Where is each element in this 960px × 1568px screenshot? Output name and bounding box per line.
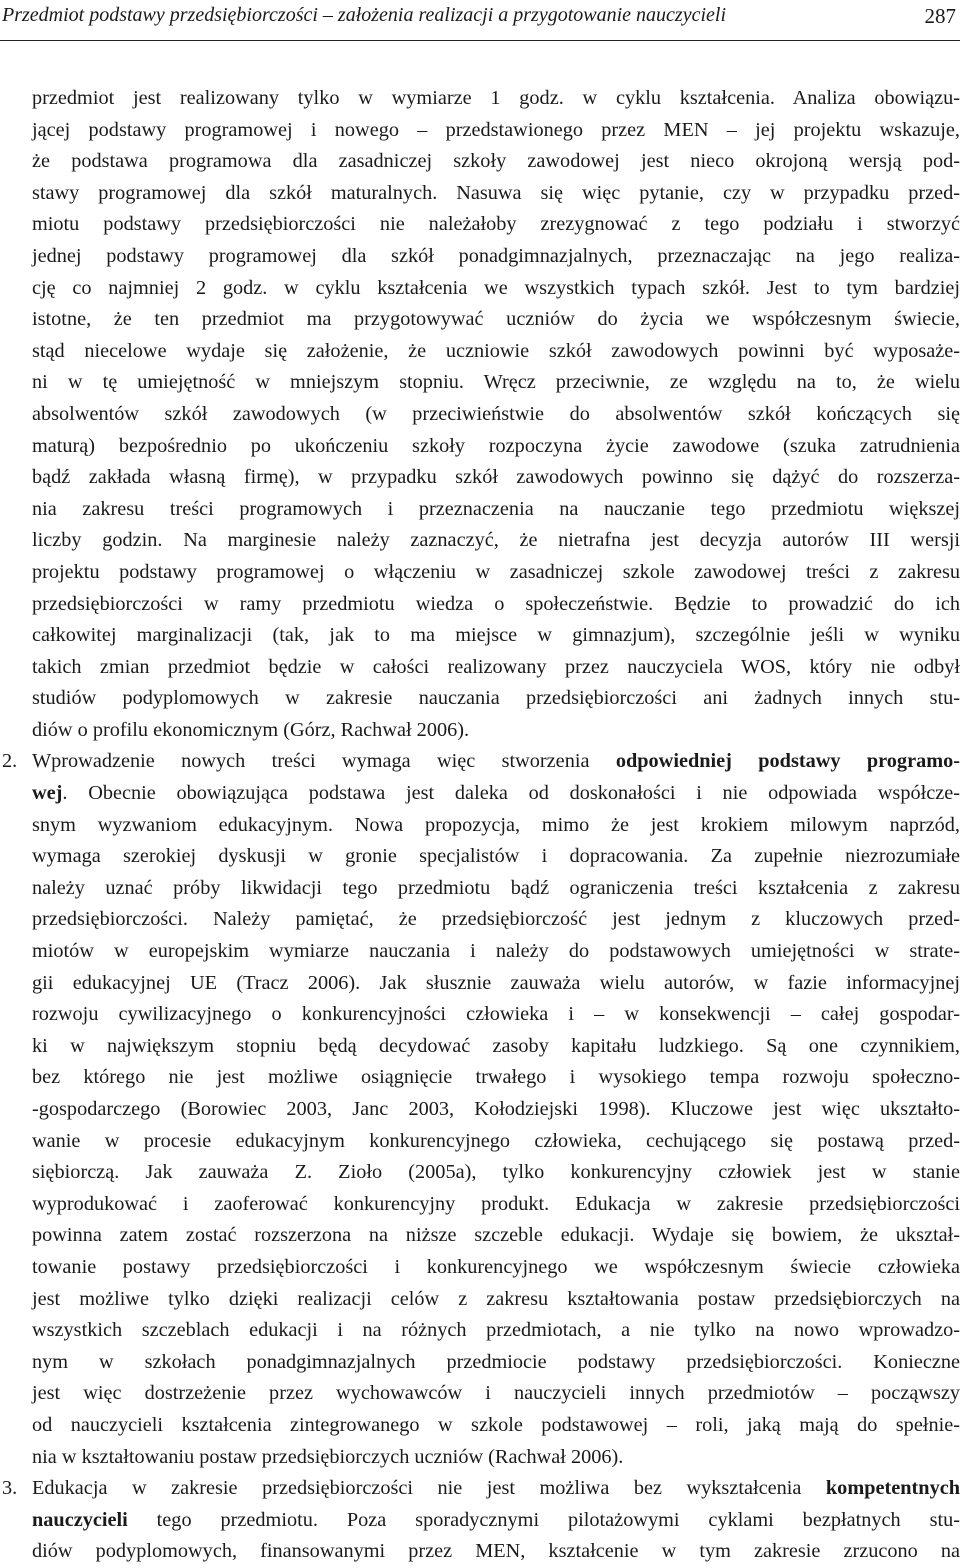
line-text: wszystkich szczeblach edukacji i na różnych przedmiotach, a nie tylko na nowo wprowadzo- — [32, 1319, 960, 1342]
text-line — [32, 873, 960, 905]
line-text: towanie postawy przedsiębiorczości i konkurencyjnego we współczesnym świecie człowieka — [32, 1255, 960, 1278]
running-header — [0, 0, 960, 41]
text-line — [32, 589, 960, 621]
page-number: 287 — [924, 4, 956, 28]
text-line — [32, 431, 960, 463]
line-text: nia w kształtowaniu postaw przedsiębiorczych uczniów (Rachwał 2006). — [32, 1445, 624, 1468]
line-text: że podstawa programowa dla zasadniczej szkoły zawodowej jest nieco okrojoną wersją pod- — [32, 150, 960, 173]
list-marker: 2. — [2, 750, 18, 773]
body-text — [0, 83, 960, 1568]
text-line — [32, 115, 960, 147]
text-line — [32, 178, 960, 210]
line-text: -gospodarczego (Borowiec 2003, Janc 2003, Kołodziejski 1998). Kluczowe jest więc ukształto- — [32, 1098, 960, 1120]
line-text: maturą) bezpośrednio po ukończeniu szkoły rozpoczyna życie zawodowe (szuka zatrudnienia — [32, 434, 960, 457]
line-text: gii edukacyjnej UE (Tracz 2006). Jak słusznie zauważa wielu autorów, w fazie informacyjnej — [32, 971, 960, 994]
text-line — [32, 1442, 960, 1474]
header-title: Przedmiot podstawy przedsiębiorczości – założenia realizacji a przygotowanie nauczycieli — [2, 4, 727, 26]
text-line — [32, 936, 960, 968]
text-line — [32, 778, 960, 810]
bold-text: odpowiedniej podstawy programo- — [615, 750, 960, 773]
text-line — [32, 241, 960, 273]
bold-text: kompetentnych — [825, 1477, 960, 1500]
text-line — [32, 1284, 960, 1316]
text-line — [32, 1126, 960, 1158]
line-text: nia zakresu treści programowych i przeznaczenia na nauczanie tego przedmiotu większej — [32, 497, 960, 520]
line-text: od nauczycieli kształcenia zintegrowanego w szkole podstawowej – roli, jaką mają do spełnie- — [32, 1413, 960, 1436]
line-text: należy uznać próby likwidacji tego przedmiotu bądź ograniczenia treści kształcenia z zakresu — [32, 876, 960, 899]
line-text: siębiorczą. Jak zauważa Z. Zioło (2005a), tylko konkurencyjny człowiek jest w stanie — [32, 1161, 960, 1184]
text-line — [32, 1378, 960, 1410]
line-text: diów podyplomowych, finansowanymi przez MEN, kształcenie w tym zakresie zrzucono na — [32, 1540, 960, 1563]
text-line — [2, 746, 960, 778]
text-line — [32, 1505, 960, 1537]
text-line — [2, 1473, 960, 1505]
line-text: jednej podstawy programowej dla szkół ponadgimnazjalnych, przeznaczając na jego realiza- — [32, 244, 960, 267]
line-text: ki w największym stopniu będą decydować zasoby kapitału ludzkiego. Są one czynnikiem, — [32, 1034, 960, 1057]
line-text: tego przedmiotu. Poza sporadycznymi pilotażowymi cyklami bezpłatnych stu- — [127, 1508, 960, 1531]
line-text: studiów podyplomowych w zakresie nauczania przedsiębiorczości ani żadnych innych stu- — [32, 687, 960, 710]
line-text: przedsiębiorczości w ramy przedmiotu wiedza o społeczeństwie. Będzie to prowadzić do ich — [32, 592, 960, 615]
line-text: przedmiot jest realizowany tylko w wymiarze 1 godz. w cyklu kształcenia. Analiza obowiązu- — [32, 87, 960, 109]
line-text: takich zmian przedmiot będzie w całości realizowany przez nauczyciela WOS, który nie odbył — [32, 655, 960, 678]
text-line — [32, 1410, 960, 1442]
text-line — [32, 557, 960, 589]
text-line — [32, 83, 960, 115]
text-line — [32, 841, 960, 873]
line-text: stawy programowej dla szkół maturalnych. Nasuwa się więc pytanie, czy w przypadku przed- — [32, 181, 960, 204]
line-text: stąd niecelowe wydaje się założenie, że uczniowie szkół zawodowych powinni być wyposaże- — [32, 339, 960, 362]
text-line — [32, 968, 960, 1000]
text-line — [32, 1315, 960, 1347]
line-text: diów o profilu ekonomicznym (Górz, Rachwał 2006). — [32, 718, 470, 741]
text-line — [32, 367, 960, 399]
line-text: Wprowadzenie nowych treści wymaga więc stworzenia — [32, 750, 616, 773]
line-text: jącej podstawy programowej i nowego – przedstawionego przez MEN – jej projektu wskazuje, — [32, 118, 960, 141]
text-line — [32, 494, 960, 526]
line-text: . Obecnie obowiązująca podstawa jest daleka od doskonałości i nie odpowiada współcze- — [62, 782, 960, 805]
line-text: wanie w procesie edukacyjnym konkurencyjnego człowieka, cechującego się postawą przed- — [32, 1129, 960, 1152]
text-line — [32, 209, 960, 241]
text-line — [32, 683, 960, 715]
line-text: cję co najmniej 2 godz. w cyklu kształcenia we wszystkich typach szkół. Jest to tym bardziej — [32, 276, 960, 299]
line-text: wymaga szerokiej dyskusji w gronie specjalistów i dopracowania. Za zupełnie niezrozumiałe — [32, 845, 960, 868]
line-text: powinna zatem zostać rozszerzona na niższe szczeble edukacji. Wydaje się bowiem, że ukształ- — [32, 1224, 960, 1247]
line-text: liczby godzin. Na marginesie należy zaznaczyć, że nietrafna jest decyzja autorów III wersji — [32, 529, 960, 552]
line-text: nym w szkołach ponadgimnazjalnych przedmiocie podstawy przedsiębiorczości. Konieczne — [32, 1350, 960, 1373]
line-text: przedsiębiorczości. Należy pamiętać, że przedsiębiorczość jest jednym z kluczowych przed- — [32, 908, 960, 931]
line-text: absolwentów szkół zawodowych (w przeciwieństwie do absolwentów szkół kończących się — [32, 402, 960, 425]
text-line — [32, 1094, 960, 1126]
text-line — [32, 904, 960, 936]
line-text: jest więc dostrzeżenie przez wychowawców i nauczycieli innych przedmiotów – począwszy — [32, 1382, 960, 1405]
line-text: Edukacja w zakresie przedsiębiorczości nie jest możliwa bez wykształcenia — [32, 1477, 826, 1500]
text-line — [32, 1157, 960, 1189]
text-line — [32, 146, 960, 178]
text-line — [32, 1031, 960, 1063]
text-line — [32, 999, 960, 1031]
bold-text: wej — [32, 782, 63, 805]
line-text: miotów w europejskim wymiarze nauczania i należy do podstawowych umiejętności w strate- — [32, 940, 960, 963]
bold-text: nauczycieli — [32, 1508, 128, 1531]
text-line — [32, 1062, 960, 1094]
text-line — [32, 304, 960, 336]
text-line — [32, 1220, 960, 1252]
line-text: jest możliwe tylko dzięki realizacji celów z zakresu kształtowania postaw przedsiębiorczych na — [32, 1287, 960, 1310]
text-line — [32, 1347, 960, 1379]
list-marker: 3. — [2, 1477, 18, 1500]
line-text: całkowitej marginalizacji (tak, jak to ma miejsce w gimnazjum), szczególnie jeśli w wyniku — [32, 624, 960, 647]
line-text: snym wyzwaniom edukacyjnym. Nowa propozycja, mimo że jest krokiem milowym naprzód, — [32, 813, 960, 836]
line-text: bez którego nie jest możliwe osiągnięcie trwałego i wysokiego tempa rozwoju społeczno- — [32, 1066, 960, 1089]
text-line — [32, 810, 960, 842]
text-line — [32, 462, 960, 494]
text-line — [32, 1252, 960, 1284]
text-line — [32, 715, 960, 747]
text-line — [32, 620, 960, 652]
text-line — [32, 399, 960, 431]
text-line — [32, 525, 960, 557]
line-text: bądź zakłada własną firmę), w przypadku szkół zawodowych powinno się dążyć do rozszerza- — [32, 466, 960, 489]
text-line — [32, 273, 960, 305]
line-text: wyprodukować i zaoferować konkurencyjny produkt. Edukacja w zakresie przedsiębiorczości — [32, 1192, 960, 1215]
line-text: rozwoju cywilizacyjnego o konkurencyjności człowieka i – w konsekwencji – całej gospodar- — [32, 1003, 960, 1026]
line-text: miotu podstawy przedsiębiorczości nie należałoby zrezygnować z tego podziału i stworzyć — [32, 213, 960, 236]
line-text: ni w tę umiejętność w mniejszym stopniu. Wręcz przeciwnie, ze względu na to, że wielu — [32, 371, 960, 394]
text-line — [32, 336, 960, 368]
line-text: projektu podstawy programowej o włączeniu w zasadniczej szkole zawodowej treści z zakresu — [32, 560, 960, 583]
text-line — [32, 1189, 960, 1221]
text-line — [32, 652, 960, 684]
text-line — [32, 1536, 960, 1568]
line-text: istotne, że ten przedmiot ma przygotowywać uczniów do życia we współczesnym świecie, — [32, 308, 960, 331]
